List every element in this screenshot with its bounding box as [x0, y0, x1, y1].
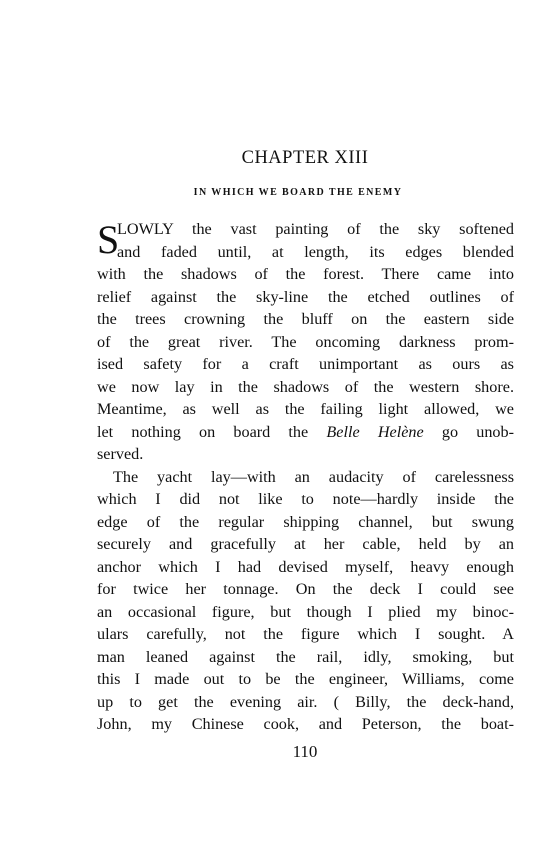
- body-text: [97, 218, 514, 736]
- text-segment: go unob-: [423, 422, 515, 441]
- text-line: up to get the evening air. ( Billy, the deck-hand,: [97, 692, 514, 711]
- text-line-with-italic: [97, 421, 514, 444]
- chapter-title: CHAPTER XIII: [241, 148, 369, 168]
- text-line: Meantime, as well as the failing light allowed, we: [97, 400, 514, 418]
- text-line: LOWLY the vast painting of the sky softened: [117, 220, 514, 238]
- text-line: an occasional figure, but though I plied my binoc-: [97, 602, 514, 621]
- boat-name: Belle Helène: [326, 422, 424, 441]
- paragraph-1: [97, 218, 514, 466]
- text-line: and faded until, at length, its edges blended: [117, 242, 514, 261]
- text-line: John, my Chinese cook, and Peterson, the boat-: [97, 715, 514, 733]
- text-line: for twice her tonnage. On the deck I could see: [97, 580, 514, 598]
- text-line: the trees crowning the bluff on the eastern side: [97, 310, 514, 328]
- text-line: man leaned against the rail, idly, smoking, but: [97, 647, 514, 666]
- paragraph-2: [97, 466, 514, 736]
- text-segment: let nothing on board the: [97, 422, 327, 441]
- chapter-subtitle: IN WHICH WE BOARD THE ENEMY: [193, 187, 403, 198]
- text-line: The yacht lay—with an audacity of carelessness: [113, 467, 514, 486]
- page-number: 110: [292, 742, 318, 761]
- text-line: relief against the sky-line the etched outlines of: [97, 287, 514, 306]
- text-line: with the shadows of the forest. There came into: [97, 265, 514, 283]
- text-line: edge of the regular shipping channel, but swung: [97, 512, 514, 531]
- text-line: anchor which I had devised myself, heavy enough: [97, 557, 514, 576]
- text-line: we now lay in the shadows of the western shore.: [97, 377, 514, 396]
- text-line: securely and gracefully at her cable, held by an: [97, 535, 514, 553]
- text-line: of the great river. The oncoming darkness prom-: [97, 332, 514, 351]
- drop-cap: S: [97, 217, 120, 262]
- text-line: which I did not like to note—hardly inside the: [97, 490, 514, 508]
- text-line: ised safety for a craft unimportant as ours as: [97, 355, 514, 373]
- text-line: ulars carefully, not the figure which I sought. A: [97, 625, 514, 643]
- text-line: this I made out to be the engineer, Williams, come: [97, 670, 514, 688]
- text-line: served.: [97, 445, 144, 463]
